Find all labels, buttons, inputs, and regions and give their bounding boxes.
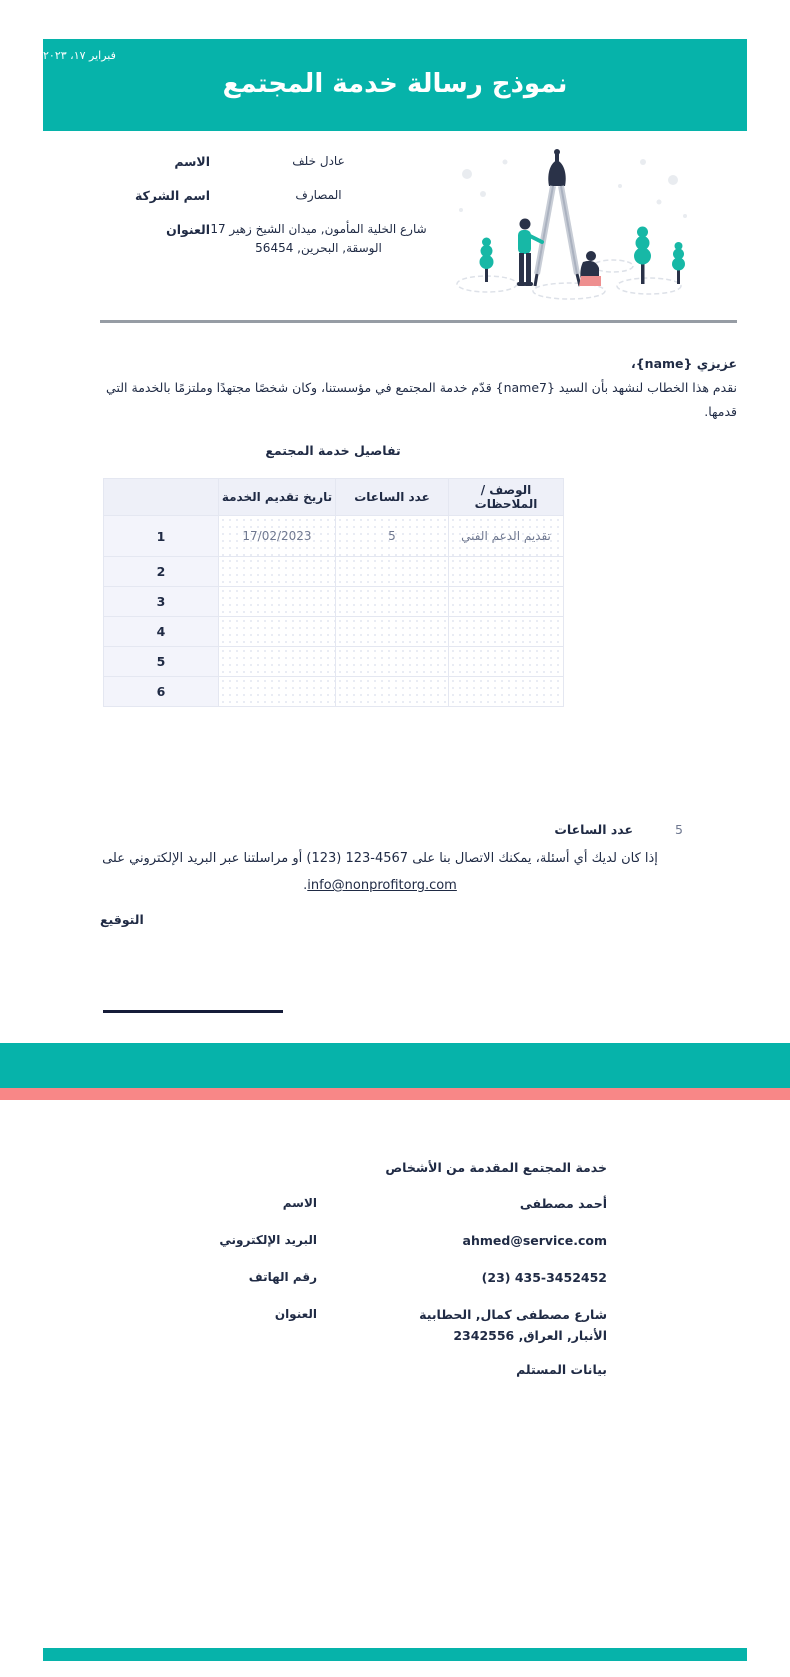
header-date: فبراير ١٧، ٢٠٢٣: [43, 49, 116, 62]
hours-cell: [336, 647, 449, 677]
drafting-compass: [535, 149, 580, 286]
letter-body: [100, 352, 737, 424]
row-number-cell: 5: [104, 647, 219, 677]
service-date-cell: [219, 617, 336, 647]
footer-section: [95, 1160, 607, 1377]
people-with-drafting-compass-illustration: [445, 146, 697, 302]
contact-email-link[interactable]: info@nonprofitorg.com: [307, 878, 457, 893]
contact-text-after-phone: أو مراسلتنا عبر البريد الإلكتروني على: [102, 851, 307, 866]
greeting-suffix: ،: [631, 356, 636, 371]
table-row: [104, 587, 564, 617]
info-value: عادل خلف: [292, 154, 345, 168]
greeting-name-placeholder: {name}: [635, 356, 693, 371]
contact-phone: (123) 123-4567: [306, 851, 409, 866]
hours-cell: 5: [336, 516, 449, 557]
info-label: اسم الشركة: [134, 188, 210, 203]
footer-label: البريد الإلكتروني: [219, 1233, 317, 1247]
footer-label: الاسم: [282, 1196, 317, 1210]
footer-value: أحمد مصطفى: [519, 1196, 607, 1211]
table-header-cell: [104, 479, 219, 516]
footer-row: [95, 1267, 607, 1288]
letter-text: نقدم هذا الخطاب لنشهد بأن السيد {name7} قدّم خدمة المجتمع في مؤسستنا، وكان شخصًا مجتهدًا وملتزمًا بالخدمة التي قدمها.: [106, 380, 737, 419]
pink-band: [0, 1088, 790, 1100]
footer-label: العنوان: [274, 1307, 317, 1321]
footer-row: [95, 1230, 607, 1251]
info-value: المصارف: [295, 188, 342, 202]
recipient-data-label: بيانات المستلم: [516, 1362, 607, 1377]
tree-left: [480, 238, 494, 283]
table-header-cell: تاريخ تقديم الخدمة: [219, 479, 336, 516]
footer-row: [95, 1193, 607, 1214]
footer-value: ahmed@service.com: [462, 1233, 607, 1248]
letter-greeting: [100, 352, 737, 376]
table-header-row: [104, 479, 564, 516]
illustration-svg: [445, 146, 697, 302]
table-row: [104, 557, 564, 587]
info-row: [95, 152, 427, 171]
service-date-cell: [219, 647, 336, 677]
signature-line: [103, 1010, 283, 1013]
tree-right-2: [672, 242, 685, 284]
table-title: تفاصيل خدمة المجتمع: [265, 443, 401, 458]
table-row: [104, 647, 564, 677]
footer-rows: [95, 1193, 607, 1346]
hours-cell: [336, 587, 449, 617]
footer-value: (23) 435-3452452: [481, 1270, 607, 1285]
row-number-cell: 2: [104, 557, 219, 587]
service-date-cell: [219, 587, 336, 617]
description-cell: [449, 677, 564, 707]
row-number-cell: 1: [104, 516, 219, 557]
bottom-teal-strip: [43, 1648, 747, 1661]
section-divider: [100, 320, 737, 323]
community-service-table: [103, 478, 564, 707]
hours-cell: [336, 617, 449, 647]
teal-band: [0, 1043, 790, 1088]
service-date-cell: 17/02/2023: [219, 516, 336, 557]
crouching-person: [579, 251, 601, 286]
row-number-cell: 6: [104, 677, 219, 707]
total-hours-label: عدد الساعات: [554, 822, 634, 837]
table-header-cell: عدد الساعات: [336, 479, 449, 516]
footer-title: خدمة المجتمع المقدمة من الأشخاص: [385, 1160, 607, 1175]
total-hours-value: 5: [675, 822, 683, 837]
recipient-info-fields: [95, 152, 427, 273]
tree-right-1: [634, 227, 651, 285]
info-value: شارع الخلية المأمون, ميدان الشيخ زهير 17 الوسقة, البحرين, 56454: [210, 222, 427, 255]
row-number-cell: 3: [104, 587, 219, 617]
header-band: [43, 39, 747, 131]
service-date-cell: [219, 677, 336, 707]
description-cell: [449, 647, 564, 677]
table-header-cell: الوصف / الملاحظات: [449, 479, 564, 516]
service-date-cell: [219, 557, 336, 587]
footer-row: [95, 1304, 607, 1346]
signature-label: التوقيع: [100, 912, 144, 927]
contact-text-before-phone: إذا كان لديك أي أسئلة، يمكنك الاتصال بنا على: [408, 851, 658, 866]
greeting-prefix: عزيزي: [692, 356, 737, 371]
contact-period: .: [303, 878, 308, 893]
info-row: [95, 220, 427, 258]
footer-label: رقم الهاتف: [248, 1270, 317, 1284]
row-number-cell: 4: [104, 617, 219, 647]
info-label: الاسم: [174, 154, 210, 169]
description-cell: [449, 617, 564, 647]
contact-paragraph: [100, 845, 660, 899]
description-cell: [449, 587, 564, 617]
description-cell: [449, 557, 564, 587]
info-row: [95, 186, 427, 205]
hours-cell: [336, 557, 449, 587]
info-label: العنوان: [166, 222, 210, 237]
table-row: [104, 677, 564, 707]
table-row: [104, 617, 564, 647]
table-row: [104, 516, 564, 557]
hours-cell: [336, 677, 449, 707]
total-hours-row: [100, 822, 683, 837]
page-title: نموذج رسالة خدمة المجتمع: [222, 69, 568, 99]
description-cell: تقديم الدعم الفني: [449, 516, 564, 557]
footer-value: شارع مصطفى كمال, الحطابية الأنبار, العراق, 2342556: [419, 1307, 607, 1343]
